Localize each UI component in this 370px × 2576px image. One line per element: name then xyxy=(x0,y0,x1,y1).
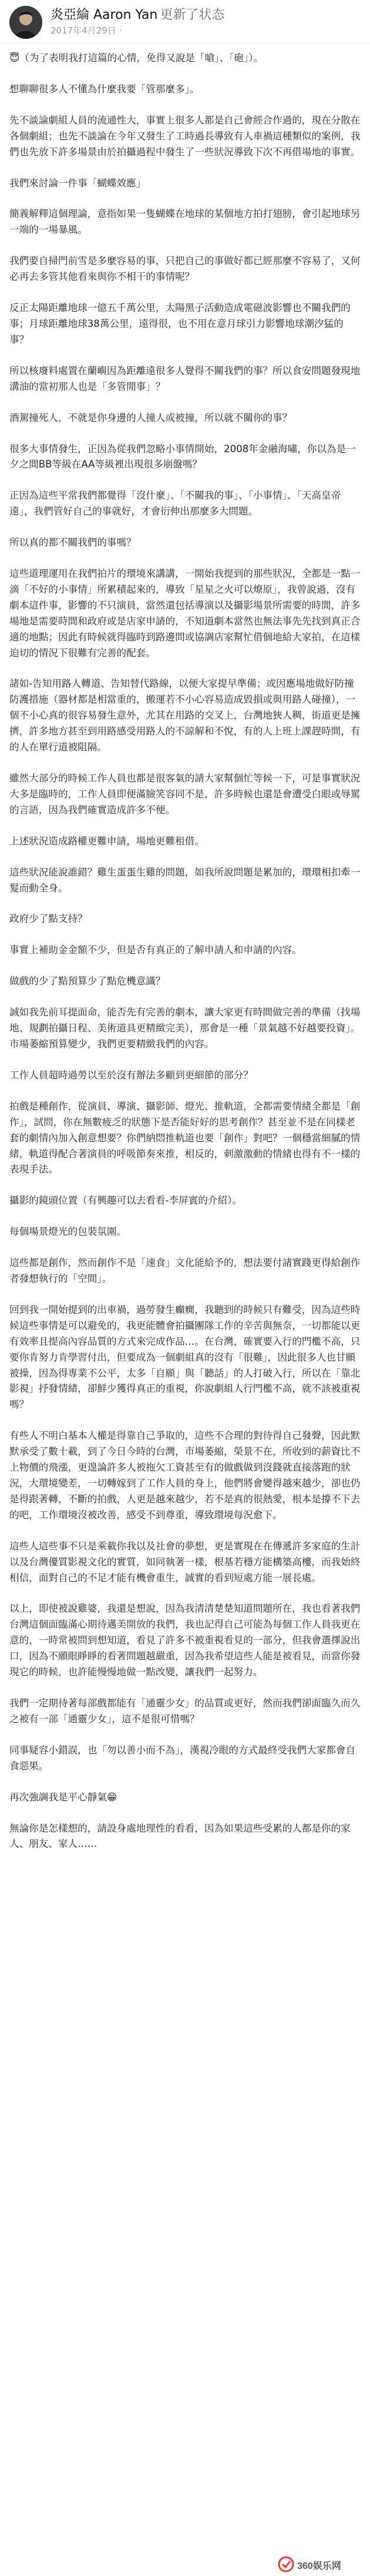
post-paragraph: 有些人不明白基本人權是得靠自己爭取的，這些不合理的對待得自己發聲，因此默默承受了數十載，到了今日今時的台灣，市場萎縮，榮景不在，所收到的薪資比不上物價的飛漲，更遑論許多人被拖欠工資甚至有的做戲做到沒錢就直接落跑的狀況，大環境變差，一切轉嫁到了工作人員的身上，他們將會變得越來越少，卻也仍是得跟著轉，不斷的拍戲，人更是越來越少，若不是真的很熱愛，根本是撐不下去的吧，工作環境沒被改善，感受不到尊重，導致環境每況愈下。 xyxy=(9,1430,361,1521)
post-paragraph: 無論你是怎樣想的，請設身處地理性的看看，因為如果這些受累的人都是你的家人、朋友、家人…… xyxy=(9,1822,351,1850)
post-paragraph: 再次強調我是平心靜氣😁 xyxy=(9,1791,117,1803)
post-paragraph: 想聊聊很多人不懂為什麼我要「管那麼多」。 xyxy=(9,83,200,95)
post-body xyxy=(9,51,361,1867)
post-paragraph: 先不談論劇組人員的流通性大，事實上很多人都是自己會經合作過的，現在分散在各個劇組；也先不談論在今年又發生了工時過長導致有人車禍這種類似的案例，我們也先放下許多場景由於拍攝過程中發生了一些狀況導致下次不再借場地的事實。 xyxy=(9,114,361,158)
post-paragraph: 工作人員超時過勞以至於沒有辦法多顧到更細節的部分？ xyxy=(9,1069,253,1081)
watermark-logo-icon xyxy=(277,2555,295,2573)
post-paragraph: 我們要自掃門前雪是多麼容易的事，只把自己的事做好都已經那麼不容易了，又何必再去多管其他看來與你不相干的事情呢？ xyxy=(9,255,361,283)
post-paragraph: 每個場景燈光的包裝氛圍。 xyxy=(9,1226,127,1238)
post-paragraph: 所以真的都不關我們的事嗎？ xyxy=(9,537,136,549)
post-paragraph: 攝影的鏡頭位置（有興趣可以去看看-李屏賓的介紹）。 xyxy=(9,1195,242,1207)
post-paragraph: 很多大事情發生，正因為從我們忽略小事情開始，2008年金融海嘯，你以為是一夕之間BB等級在AA等級裡出現很多崩盤嗎？ xyxy=(9,443,356,470)
post-paragraph: 政府少了點支持？ xyxy=(9,913,88,925)
post-paragraph: 所以核廢料處置在蘭嶼因為距離遠很多人覺得不關我們的事？所以食安問題發現地溝油的當初那人也是「多管閒事」？ xyxy=(9,365,361,392)
post-paragraph: 這些都是創作，然而創作不是「速食」文化能給予的，想法要付諸實踐更得給創作者發想執行的「空間」。 xyxy=(9,1257,361,1285)
post-paragraph: 正因為這些平常我們都覺得「沒什麼」、「不關我的事」、「小事情」、「天高皇帝遠」，我們管好自己的事就好，才會衍伸出那麼多大問題。 xyxy=(9,490,341,517)
watermark xyxy=(277,2555,365,2573)
post-paragraph: 諸如-告知用路人轉道、告知替代路線，以便大家提早準備；或因應場地做好防撞防護措施（器材都是相當重的，搬運若不小心容易造成毀損或與用路人碰撞），一個不小心真的很容易發生意外，尤其在用路的交叉上，台灣地狹人稠，街道更是擁擠，許多地方甚至到用路感受用路人的不諒解和不悅，有的人上班上課趕時間，有的人在單行道被阻隔。 xyxy=(9,678,361,753)
post-paragraph: 這些人這些事不只是乘載你我以及社會的夢想，更是實現在在傳遞許多家庭的生計以及台灣優質影視文化的實質，如同執著一樣，根基若穩方能構築高樓，而我始終相信，面對自己的不足才能有機會重生，誠實的看到短處方能一展長處。 xyxy=(9,1540,361,1583)
post-header xyxy=(0,0,370,44)
post-paragraph: 反正太陽距離地球一億五千萬公里，太陽黑子活動造成電磁波影響也不關我們的事；月球距離地球38萬公里，遠得很，也不用在意月球引力影響地球潮汐猛的事？ xyxy=(9,302,351,345)
post-paragraph: 同事疑容小錯誤，也「勿以善小而不為」，漢視冷眼的方式最終受我們大家都會自食惡果。 xyxy=(9,1744,356,1772)
post-paragraph: 我們來討論一件事「蝴蝶效應」 xyxy=(9,177,146,189)
post-paragraph: 誠如我先前耳提面命，能否先有完善的劇本，讓大家更有時間做完善的準備（找場地、規劃拍攝日程、美術道具更精緻完美），那會是一種「景氣越不好越要投資」。市場萎縮預算變少，我們更要精緻我們的內容。 xyxy=(9,1007,361,1050)
post-paragraph: 上述狀況造成路權更難申請，場地更難租借。 xyxy=(9,835,204,847)
watermark-text: 360娱乐网 xyxy=(297,2561,341,2571)
avatar-photo-icon xyxy=(9,6,42,39)
post-paragraph: 拍戲是種創作，從演員、導演、攝影師、燈光、推軌道，全都需要情緒全都是「創作」，試問，你在無數疲乏的狀態下是否能好好的思考創作？甚至並不是在同樣老套的劇情內加入創意想要？你們納悶推軌道也要「創作」對吧？一個穩當細膩的情緒，軌道得配合著演員的呼吸節奏來推，相反的，刺激激動的情緒也得有不一樣的表現手法。 xyxy=(9,1100,361,1175)
post-paragraph: 我們一定期待著每部戲都能有「通靈少女」的品質或更好，然而我們卻面臨久而久之被有一部「通靈少女」，這不是很可惜嗎？ xyxy=(9,1697,361,1725)
post-paragraph: 簡義解釋這個理論，意指如果一隻蝴蝶在地球的某個地方拍打翅膀，會引起地球另一端的一場暴風。 xyxy=(9,208,361,236)
post-paragraph: 雖然大部分的時候工作人員也都是很客氣的請大家幫個忙等候一下，可是事實狀況大多是臨時的，工作人員即便滿臉笑容同不是，許多時候也還是會遭受白眼或辱罵的言語，因為我們確實造成許多不便。 xyxy=(9,773,361,816)
post-paragraph: 😇（为了表明我打這篇的心情，免得又說是「嗆」、「砲」）。 xyxy=(9,52,264,64)
post-title-line xyxy=(51,7,224,24)
author-name[interactable]: 炎亞綸 Aaron Yan xyxy=(51,8,158,22)
post-paragraph: 這些道理運用在我們拍片的環境來講講，一開始我提到的那些狀況，全都是一點一滴「不好的小事情」所累積起來的，導致「星星之火可以燎原」，我曾說過，沒有劇本這件事，影響的不只演員，當然還包括導演以及攝影場景所需要的時間，許多場地是需要時間和政府或是店家申請的，不知道劇本當然也無法事先先找到真正合適的地點；因此有時候就得臨時到路邊問或協調店家幫忙借個地給大家拍，在這樣迫切的情況下很難有完善的配套。 xyxy=(9,568,361,659)
post-paragraph: 酒駕撞死人，不就是你身邊的人撞人或被撞，所以就不關你的事？ xyxy=(9,412,292,423)
post-paragraph: 做戲的少了點預算少了點危機意識？ xyxy=(9,975,166,987)
post-paragraph: 以上，即使被說雞婆，我還是想說，因為我清清楚楚知道問題所在，我也看著我們台灣這個面臨滿心期待邁美開放的我們，我也記得自己可能為每個工作人員我更在意的，一時常被問到想知道，看見了許多不被重視看見的一部分，但我會選擇說出口，因為不願眼睜睜的看著問題越嚴重，因為我希望這些人能是被看見，而當你發現它的時候，也許能慢慢地做一點改變，讓我們一起努力。 xyxy=(9,1603,361,1678)
post-date[interactable]: 2017年4月29日 · xyxy=(51,25,122,36)
post-paragraph: 回到我一開始提到的出車禍，過勞發生癲癇，我聽到的時候只有難受，因為這些時候這些事情是可以避免的，我更能體會拍攝團隊工作的辛苦與無奈，一切都能以更有效率且提高內容品質的方式來完成作品…。在台灣，確實要入行的門檻不高，只要你肯努力肯學習付出，但要成為一個劇組真的沒有「很難」，因此很多人也甘願被操，因為得專業不公平，太多「自願」與「聽話」的人打破入行，所以在「靠北影視」抒發情緒，卻鮮少獲得真正的重視，你說劇組人行門檻不高，就不該被重視嗎？ xyxy=(9,1304,361,1411)
post-paragraph: 事實上補助金金額不少，但是否有真正的了解申請人和申請的內容。 xyxy=(9,944,302,956)
post-action-text: 更新了状态 xyxy=(160,8,225,22)
post-paragraph: 這些狀況能說誰錯？雞生蛋蛋生雞的問題，如我所說問題是累加的，環環相扣牽一髮而動全身。 xyxy=(9,866,361,894)
avatar[interactable] xyxy=(9,6,42,39)
